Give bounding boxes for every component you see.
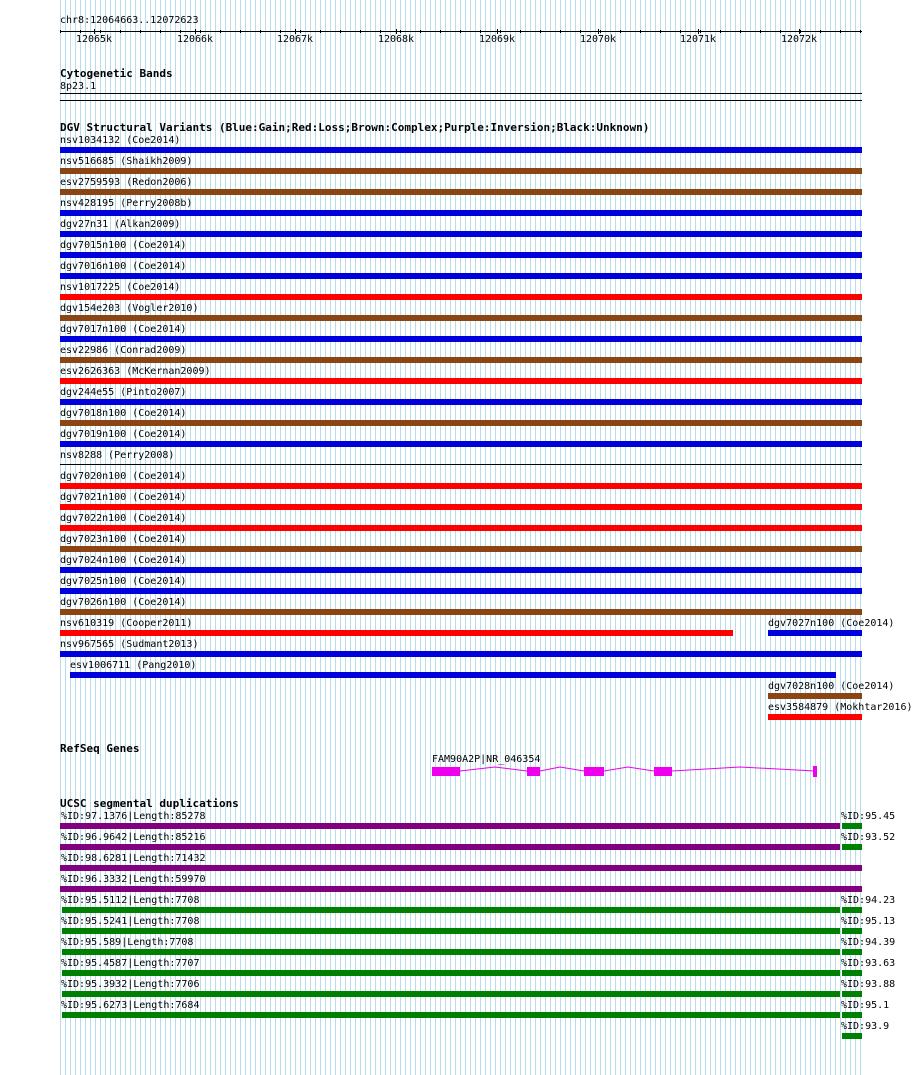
segdup-label[interactable]: %ID:95.13 <box>841 916 896 927</box>
segdup-bar[interactable] <box>842 823 862 829</box>
dgv-variant-label[interactable]: dgv7028n100 (Coe2014) <box>768 681 895 692</box>
ruler-tick-label: 12066k <box>176 34 214 45</box>
cytoband-track-title[interactable]: Cytogenetic Bands <box>60 67 173 80</box>
segdup-bar[interactable] <box>842 970 862 976</box>
segdup-bar[interactable] <box>62 991 840 997</box>
segdup-label[interactable]: %ID:95.6273|Length:7684 <box>61 1000 200 1011</box>
segdup-bar[interactable] <box>842 844 862 850</box>
dgv-variant-label[interactable]: nsv610319 (Cooper2011) <box>60 618 193 629</box>
segdup-bar[interactable] <box>60 844 840 850</box>
dgv-variant-label[interactable]: dgv7022n100 (Coe2014) <box>60 513 187 524</box>
segdup-label[interactable]: %ID:95.5241|Length:7708 <box>61 916 200 927</box>
segdup-label[interactable]: %ID:95.5112|Length:7708 <box>61 895 200 906</box>
dgv-variant-label[interactable]: dgv7026n100 (Coe2014) <box>60 597 187 608</box>
segdup-label[interactable]: %ID:93.63 <box>841 958 896 969</box>
dgv-variant-label[interactable]: dgv7024n100 (Coe2014) <box>60 555 187 566</box>
segdup-bar[interactable] <box>60 886 862 892</box>
dgv-variant-label[interactable]: esv2626363 (McKernan2009) <box>60 366 211 377</box>
dgv-variant-label[interactable]: dgv7023n100 (Coe2014) <box>60 534 187 545</box>
segdup-label[interactable]: %ID:93.52 <box>841 832 896 843</box>
gene-exon[interactable] <box>527 767 540 776</box>
segdup-track-title[interactable]: UCSC segmental duplications <box>60 797 239 810</box>
dgv-variant-label[interactable]: nsv428195 (Perry2008b) <box>60 198 193 209</box>
segdup-label[interactable]: %ID:95.4587|Length:7707 <box>61 958 200 969</box>
segdup-bar[interactable] <box>842 1012 862 1018</box>
dgv-variant-label[interactable]: dgv7016n100 (Coe2014) <box>60 261 187 272</box>
ruler-tick-label: 12065k <box>75 34 113 45</box>
segdup-label[interactable]: %ID:96.3332|Length:59970 <box>61 874 206 885</box>
segdup-label[interactable]: %ID:95.45 <box>841 811 896 822</box>
segdup-label[interactable]: %ID:95.1 <box>841 1000 890 1011</box>
dgv-variant-label[interactable]: dgv7021n100 (Coe2014) <box>60 492 187 503</box>
segdup-bar[interactable] <box>842 907 862 913</box>
gene-exon[interactable] <box>654 767 672 776</box>
dgv-variant-label[interactable]: nsv1017225 (Coe2014) <box>60 282 181 293</box>
ruler-tick-label: 12072k <box>780 34 818 45</box>
refseq-gene-label[interactable]: FAM90A2P|NR_046354 <box>432 754 541 765</box>
segdup-label[interactable]: %ID:98.6281|Length:71432 <box>61 853 206 864</box>
dgv-variant-label[interactable]: esv22986 (Conrad2009) <box>60 345 187 356</box>
dgv-variant-label[interactable]: dgv7017n100 (Coe2014) <box>60 324 187 335</box>
ruler-tick-label: 12069k <box>478 34 516 45</box>
segdup-label[interactable]: %ID:93.88 <box>841 979 896 990</box>
segdup-bar[interactable] <box>842 991 862 997</box>
ruler-position: chr8:12064663..12072623 <box>60 15 199 26</box>
dgv-variant-label[interactable]: nsv516685 (Shaikh2009) <box>60 156 193 167</box>
refseq-track-title[interactable]: RefSeq Genes <box>60 742 140 755</box>
segdup-bar[interactable] <box>62 1012 840 1018</box>
dgv-variant-label[interactable]: dgv7025n100 (Coe2014) <box>60 576 187 587</box>
dgv-variant-label[interactable]: dgv244e55 (Pinto2007) <box>60 387 187 398</box>
dgv-variant-label[interactable]: esv1006711 (Pang2010) <box>70 660 197 671</box>
segdup-label[interactable]: %ID:96.9642|Length:85216 <box>61 832 206 843</box>
segdup-label[interactable]: %ID:93.9 <box>841 1021 890 1032</box>
gene-exon[interactable] <box>432 767 460 776</box>
dgv-variant-label[interactable]: nsv1034132 (Coe2014) <box>60 135 181 146</box>
dgv-track-title[interactable]: DGV Structural Variants (Blue:Gain;Red:Loss;Brown:Complex;Purple:Inversion;Black:Unknown) <box>60 121 650 134</box>
segdup-label[interactable]: %ID:94.23 <box>841 895 896 906</box>
segdup-bar[interactable] <box>842 1033 862 1039</box>
dgv-variant-label[interactable]: esv3584879 (Mokhtar2016) <box>768 702 913 713</box>
segdup-bar[interactable] <box>842 928 862 934</box>
dgv-variant-label[interactable]: dgv7027n100 (Coe2014) <box>768 618 895 629</box>
cytoband-label: 8p23.1 <box>60 81 97 92</box>
dgv-variant-label[interactable]: dgv7018n100 (Coe2014) <box>60 408 187 419</box>
dgv-variant-label[interactable]: nsv967565 (Sudmant2013) <box>60 639 199 650</box>
ruler-tick-label: 12070k <box>579 34 617 45</box>
dgv-variant-label[interactable]: esv2759593 (Redon2006) <box>60 177 193 188</box>
gene-exon[interactable] <box>813 766 817 777</box>
dgv-variant-label[interactable]: dgv154e203 (Vogler2010) <box>60 303 199 314</box>
dgv-variant-label[interactable]: dgv7019n100 (Coe2014) <box>60 429 187 440</box>
dgv-variant-label[interactable]: dgv7015n100 (Coe2014) <box>60 240 187 251</box>
segdup-bar[interactable] <box>842 949 862 955</box>
ruler-tick-label: 12068k <box>377 34 415 45</box>
segdup-bar[interactable] <box>62 949 840 955</box>
segdup-bar[interactable] <box>62 970 840 976</box>
dgv-variant-label[interactable]: nsv8288 (Perry2008) <box>60 450 175 461</box>
ruler-tick-label: 12071k <box>679 34 717 45</box>
segdup-bar[interactable] <box>60 823 840 829</box>
segdup-label[interactable]: %ID:94.39 <box>841 937 896 948</box>
segdup-label[interactable]: %ID:97.1376|Length:85278 <box>61 811 206 822</box>
segdup-bar[interactable] <box>60 865 862 871</box>
segdup-label[interactable]: %ID:95.3932|Length:7706 <box>61 979 200 990</box>
dgv-variant-label[interactable]: dgv27n31 (Alkan2009) <box>60 219 181 230</box>
ruler-tick-label: 12067k <box>276 34 314 45</box>
segdup-bar[interactable] <box>62 928 840 934</box>
segdup-bar[interactable] <box>62 907 840 913</box>
segdup-label[interactable]: %ID:95.589|Length:7708 <box>61 937 194 948</box>
gene-exon[interactable] <box>584 767 604 776</box>
dgv-variant-label[interactable]: dgv7020n100 (Coe2014) <box>60 471 187 482</box>
